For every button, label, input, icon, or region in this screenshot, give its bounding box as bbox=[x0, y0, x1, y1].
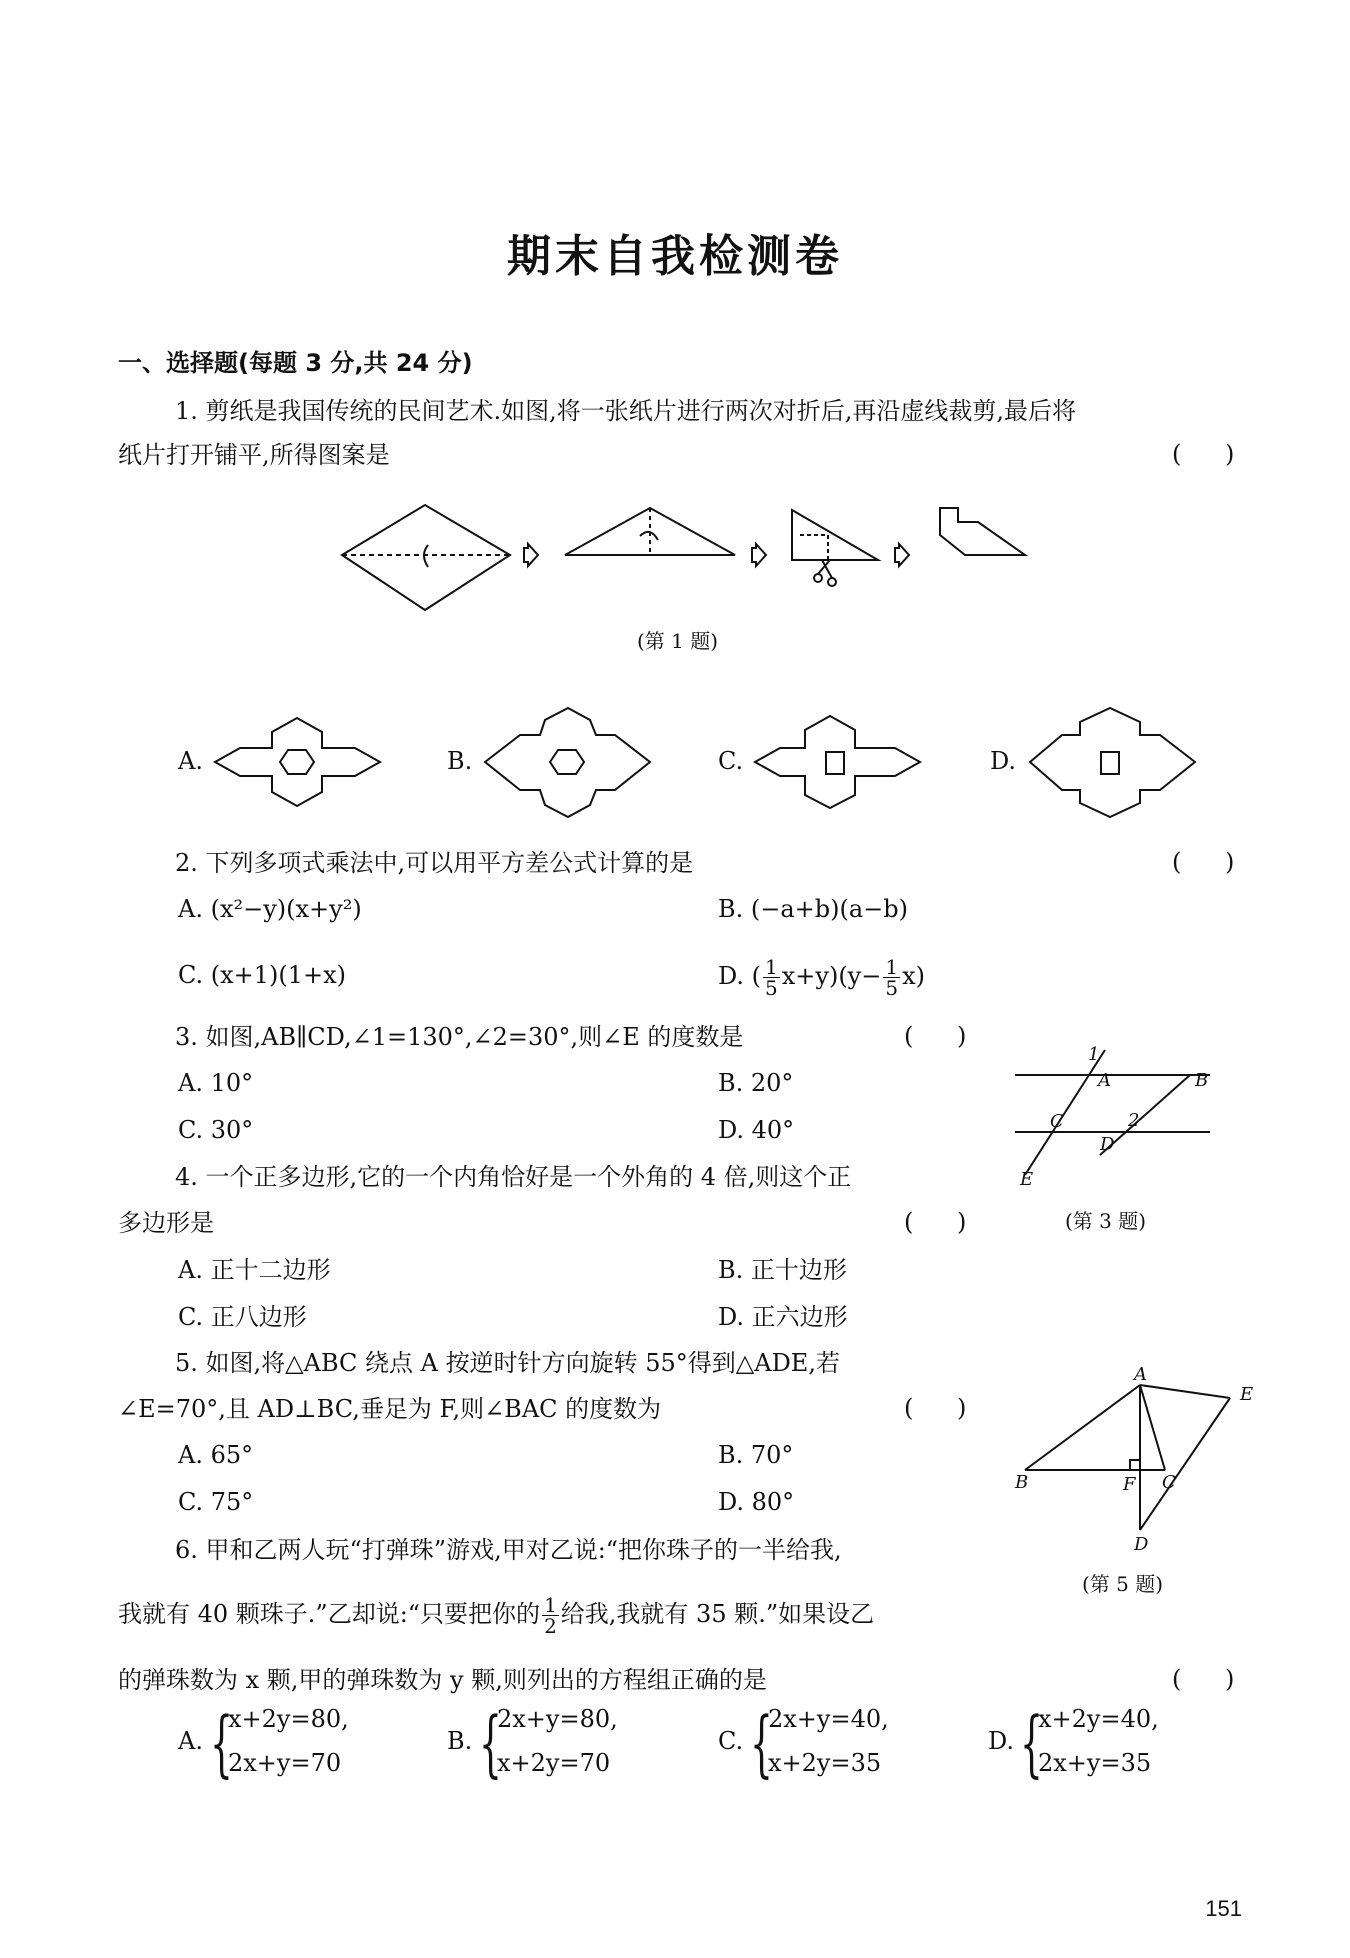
q2-option-b: B. (−a+b)(a−b) bbox=[718, 895, 909, 923]
fraction: $\frac{1}{5}$ bbox=[885, 955, 899, 1000]
label-e: E bbox=[1240, 1384, 1254, 1405]
answer-blank: ( ) bbox=[1172, 848, 1253, 876]
label-a: A bbox=[1098, 1070, 1111, 1091]
q6-stem-line2: 我就有 40 颗珠子.”乙却说:“只要把你的 $\frac{1}{2}$ 给我,我就有 35 颗.”如果设乙 bbox=[118, 1593, 875, 1638]
q2-option-d: D. ( $\frac{1}{5}$ x+y)(y− $\frac{1}{5}$ x) bbox=[718, 955, 925, 1000]
q3-caption: (第 3 题) bbox=[1065, 1209, 1147, 1233]
label-a: A bbox=[1134, 1364, 1147, 1385]
label-b: B bbox=[1195, 1070, 1209, 1091]
q2-option-c: C. (x+1)(1+x) bbox=[178, 961, 347, 989]
q4-stem-line2: 多边形是 bbox=[118, 1209, 214, 1237]
q3-stem: 3. 如图,AB∥CD,∠1=130°,∠2=30°,则∠E 的度数是 bbox=[175, 1023, 744, 1051]
fraction: $\frac{1}{2}$ bbox=[544, 1593, 557, 1638]
label-c: C bbox=[1050, 1111, 1064, 1132]
label-d: D bbox=[1134, 1534, 1149, 1555]
q5-caption: (第 5 题) bbox=[1082, 1572, 1164, 1596]
answer-blank: ( ) bbox=[904, 1208, 985, 1236]
q3-option-c: C. 30° bbox=[178, 1116, 254, 1144]
q2-option-a: A. (x²−y)(x+y²) bbox=[178, 895, 362, 923]
q3-option-a: A. 10° bbox=[178, 1069, 254, 1097]
q5-option-b: B. 70° bbox=[718, 1441, 794, 1469]
fraction: $\frac{1}{5}$ bbox=[765, 955, 778, 1000]
q1-option-c-label: C. bbox=[718, 747, 744, 775]
q1-stem-line2: 纸片打开铺平,所得图案是 bbox=[118, 441, 390, 469]
section-heading: 一、选择题(每题 3 分,共 24 分) bbox=[118, 349, 473, 377]
answer-blank: ( ) bbox=[904, 1022, 985, 1050]
q4-stem-line1: 4. 一个正多边形,它的一个内角恰好是一个外角的 4 倍,则这个正 bbox=[175, 1163, 852, 1191]
q1-stem-line1: 1. 剪纸是我国传统的民间艺术.如图,将一张纸片进行两次对折后,再沿虚线裁剪,最后将 bbox=[175, 397, 1077, 425]
q5-option-d: D. 80° bbox=[718, 1488, 795, 1516]
q4-option-d: D. 正六边形 bbox=[718, 1303, 848, 1331]
label-1: 1 bbox=[1088, 1044, 1100, 1065]
q1-option-b-label: B. bbox=[447, 747, 473, 775]
q6-stem-line1: 6. 甲和乙两人玩“打弹珠”游戏,甲对乙说:“把你珠子的一半给我, bbox=[175, 1536, 842, 1564]
label-f: F bbox=[1123, 1474, 1136, 1495]
q5-option-a: A. 65° bbox=[178, 1441, 254, 1469]
page-number: 151 bbox=[1205, 1896, 1242, 1921]
q4-option-b: B. 正十边形 bbox=[718, 1256, 847, 1284]
q1-caption: (第 1 题) bbox=[637, 629, 719, 653]
answer-blank: ( ) bbox=[1172, 1665, 1253, 1693]
label-b: B bbox=[1015, 1472, 1029, 1493]
q2-stem: 2. 下列多项式乘法中,可以用平方差公式计算的是 bbox=[175, 849, 694, 877]
q5-option-c: C. 75° bbox=[178, 1488, 254, 1516]
label-2: 2 bbox=[1128, 1110, 1140, 1131]
q1-option-d-label: D. bbox=[990, 747, 1017, 775]
label-e: E bbox=[1020, 1169, 1034, 1190]
label-c: C bbox=[1162, 1472, 1176, 1493]
q4-option-a: A. 正十二边形 bbox=[178, 1256, 331, 1284]
q3-option-b: B. 20° bbox=[718, 1069, 794, 1097]
answer-blank: ( ) bbox=[1172, 440, 1253, 468]
q3-option-d: D. 40° bbox=[718, 1116, 795, 1144]
answer-blank: ( ) bbox=[904, 1394, 985, 1422]
q5-stem-line2: ∠E=70°,且 AD⊥BC,垂足为 F,则∠BAC 的度数为 bbox=[118, 1395, 662, 1423]
q1-option-a-label: A. bbox=[178, 747, 203, 775]
label-d: D bbox=[1100, 1134, 1115, 1155]
q6-stem-line3: 的弹珠数为 x 颗,甲的弹珠数为 y 颗,则列出的方程组正确的是 bbox=[118, 1666, 767, 1694]
q5-stem-line1: 5. 如图,将△ABC 绕点 A 按逆时针方向旋转 55°得到△ADE,若 bbox=[175, 1349, 840, 1377]
q4-option-c: C. 正八边形 bbox=[178, 1303, 307, 1331]
page-title: 期末自我检测卷 bbox=[507, 231, 843, 282]
